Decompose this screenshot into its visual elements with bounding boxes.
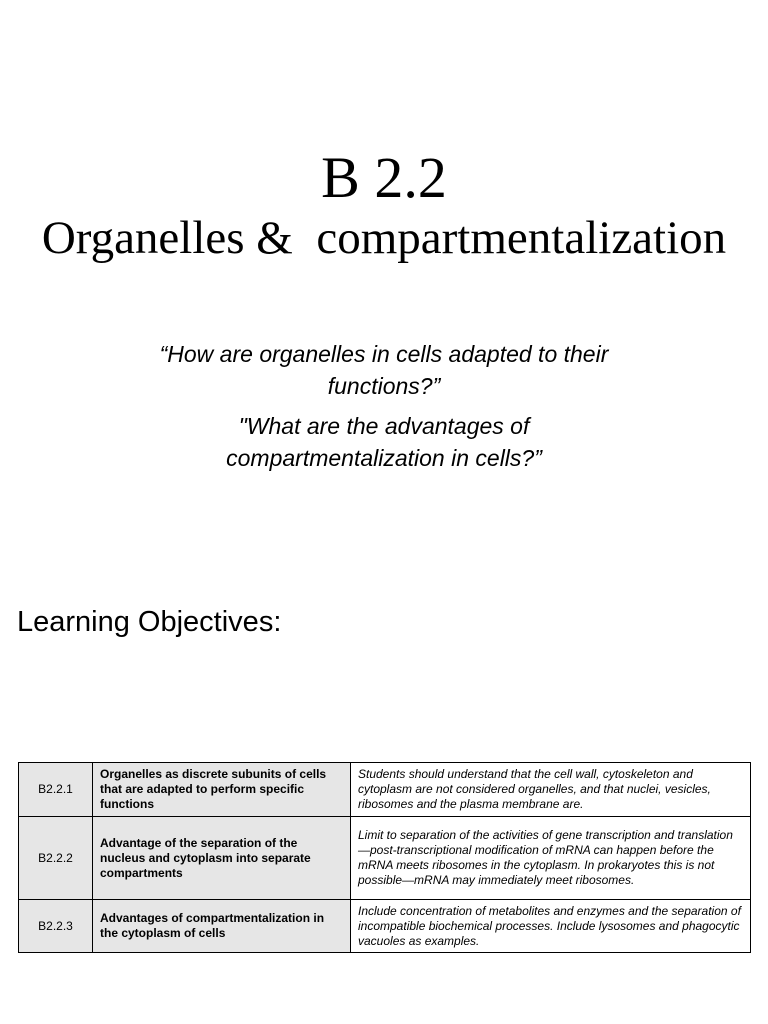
slide-title: Organelles & compartmentalization bbox=[41, 212, 727, 264]
objective-guidance: Limit to separation of the activities of gene transcription and translation—post-transcriptional modification of mRNA can happen before the mRNA meets ribosomes in the cytoplasm. In prokaryotes this is not possible—mRNA may immediately meet ribosomes. bbox=[351, 817, 751, 900]
slide-code: B 2.2 bbox=[321, 145, 447, 210]
table-row bbox=[19, 900, 751, 953]
guiding-question-1 bbox=[0, 338, 768, 402]
objective-id: B2.2.1 bbox=[19, 763, 93, 817]
learning-objectives-table bbox=[18, 762, 751, 953]
objective-id: B2.2.2 bbox=[19, 817, 93, 900]
objective-guidance: Students should understand that the cell wall, cytoskeleton and cytoplasm are not considered organelles, and that nuclei, vesicles, ribosomes and the plasma membrane are. bbox=[351, 763, 751, 817]
question-text: “How are organelles in cells adapted to their functions?” bbox=[159, 341, 609, 399]
objective-id: B2.2.3 bbox=[19, 900, 93, 953]
objective-topic: Advantages of compartmentalization in the cytoplasm of cells bbox=[93, 900, 351, 953]
table-row bbox=[19, 817, 751, 900]
objective-topic: Organelles as discrete subunits of cells that are adapted to perform specific functions bbox=[93, 763, 351, 817]
question-text: "What are the advantages of compartmentalization in cells?” bbox=[226, 413, 542, 471]
table-row bbox=[19, 763, 751, 817]
objective-guidance: Include concentration of metabolites and enzymes and the separation of incompatible biochemical processes. Include lysosomes and phagocytic vacuoles as examples. bbox=[351, 900, 751, 953]
learning-objectives-heading: Learning Objectives: bbox=[17, 606, 282, 638]
objective-topic: Advantage of the separation of the nucleus and cytoplasm into separate compartments bbox=[93, 817, 351, 900]
guiding-question-2 bbox=[0, 410, 768, 474]
